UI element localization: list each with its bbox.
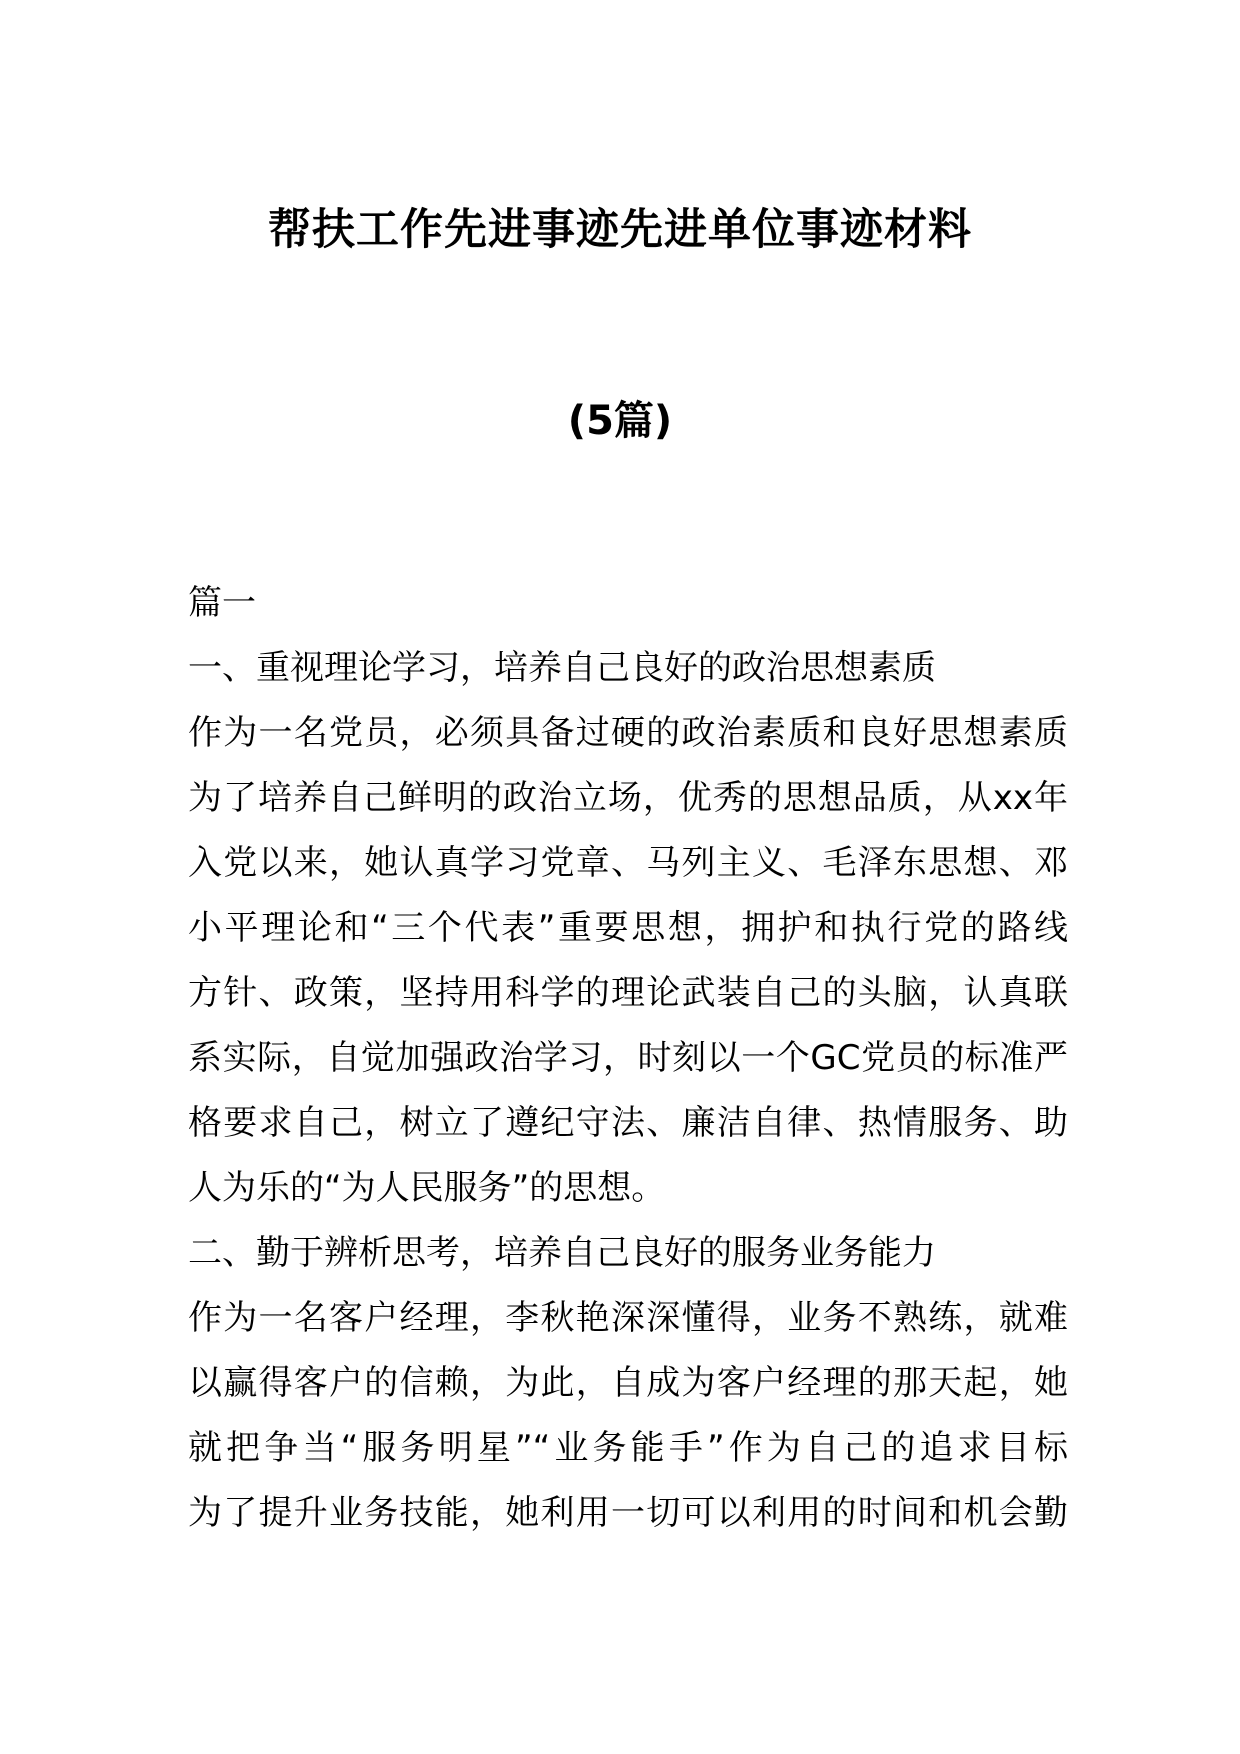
text-line: 就把争当“服务明星”“业务能手”作为自己的追求目标 [188,1428,1068,1468]
document-body [188,571,1068,1546]
text-line: 二、勤于辨析思考，培养自己良好的服务业务能力 [188,1233,936,1273]
text-line: 为了提升业务技能，她利用一切可以利用的时间和机会勤 [188,1493,1068,1533]
text-line: 入党以来，她认真学习党章、马列主义、毛泽东思想、邓 [188,843,1068,883]
text-line: 为了培养自己鲜明的政治立场，优秀的思想品质，从xx年 [188,778,1068,818]
text-line: 以赢得客户的信赖，为此，自成为客户经理的那天起，她 [188,1363,1068,1403]
text-line: 人为乐的“为人民服务”的思想。 [188,1168,666,1208]
text-line: 小平理论和“三个代表”重要思想，拥护和执行党的路线 [188,908,1068,948]
text-line: 作为一名党员，必须具备过硬的政治素质和良好思想素质 [188,713,1068,753]
text-line: 篇一 [188,583,256,623]
document-title: 帮扶工作先进事迹先进单位事迹材料 [268,205,972,255]
text-line: 系实际，自觉加强政治学习，时刻以一个GC党员的标准严 [188,1038,1068,1078]
document-subtitle: (5篇) [567,398,673,444]
text-line: 格要求自己，树立了遵纪守法、廉洁自律、热情服务、助 [188,1103,1068,1143]
text-line: 方针、政策，坚持用科学的理论武装自己的头脑，认真联 [188,973,1068,1013]
text-line: 作为一名客户经理，李秋艳深深懂得，业务不熟练，就难 [188,1298,1068,1338]
text-line: 一、重视理论学习，培养自己良好的政治思想素质 [188,648,936,688]
